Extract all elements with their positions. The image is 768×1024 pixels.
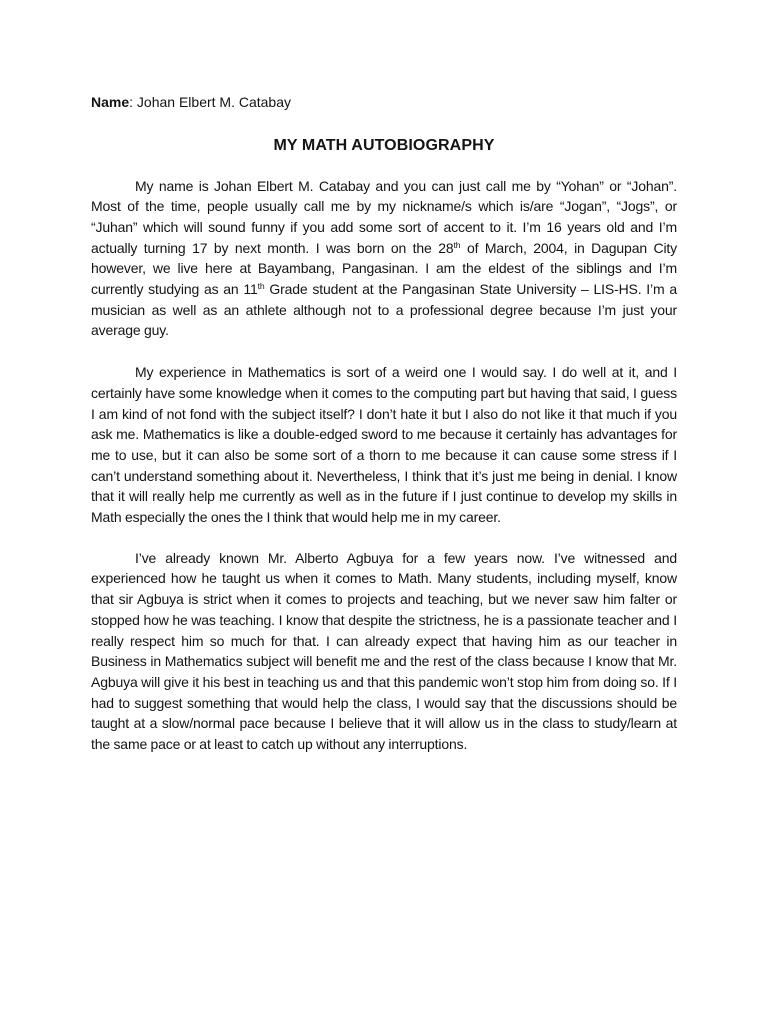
paragraph-math-experience: My experience in Mathematics is sort of a weird one I would say. I do well at it, and I certainly have some knowledge when it comes to the computing part but having that said, I guess I am kind of not fond with the subject itself? I don’t hate it but I also do not like it that much if you ask me. Mathematics is like a double-edged sword to me because it certainly has advantages for me to use, but it can also be some sort of a thorn to me because it can cause some stress if I can’t understand something about it. Nevertheless, I think that it’s just me being in denial. I know that it will really help me currently as well as in the future if I just continue to develop my skills in Math especially the ones the I think that would help me in my career. xyxy=(91,364,677,526)
paragraph-teacher: I’ve already known Mr. Alberto Agbuya for a few years now. I’ve witnessed and experienced how he taught us when it comes to Math. Many students, including myself, know that sir Agbuya is strict when it comes to projects and teaching, but we never saw him falter or stopped how he was teaching. I know that despite the strictness, he is a passionate teacher and I really respect him so much for that. I can already expect that having him as our teacher in Business in Mathematics subject will benefit me and the rest of the class because I know that Mr. Agbuya will give it his best in teaching us and that this pandemic won’t stop him from doing so. If I had to suggest something that would help the class, I would say that the discussions should be taught at a slow/normal pace because I believe that it will allow us in the class to study/learn at the same pace or at least to catch up without any interruptions. xyxy=(91,549,677,753)
paragraph-1-text-2: of March, 2004, in Dagupan City however, we live here at Bayambang, Pangasinan. I am the eldest of the siblings and I’m currently studying as an 11 xyxy=(91,239,677,298)
name-separator: : xyxy=(129,94,134,110)
paragraph-1-text-3: Grade student at the Pangasinan State University – LIS-HS. I’m a musician as well as an athlete although not to a professional degree because I’m just your average guy. xyxy=(91,281,677,339)
name-line xyxy=(91,92,677,113)
paragraph-introduction xyxy=(91,176,677,342)
ordinal-superscript-2: th xyxy=(257,281,265,292)
ordinal-superscript-1: th xyxy=(453,239,461,250)
author-name: Johan Elbert M. Catabay xyxy=(136,94,292,110)
document-body xyxy=(91,92,677,755)
name-label: Name xyxy=(91,94,130,110)
paragraph-1-text-1: My name is Johan Elbert M. Catabay and you can just call me by “Yohan” or “Johan”. Most of the time, people usually call me by my nickname/s which is/are “Jogan”, “Jogs”, or “Juhan” which will sound funny if you add some sort of accent to it. I’m 16 years old and I’m actually turning 17 by next month. I was born on the 28 xyxy=(91,177,677,256)
page-title: MY MATH AUTOBIOGRAPHY xyxy=(273,136,495,154)
